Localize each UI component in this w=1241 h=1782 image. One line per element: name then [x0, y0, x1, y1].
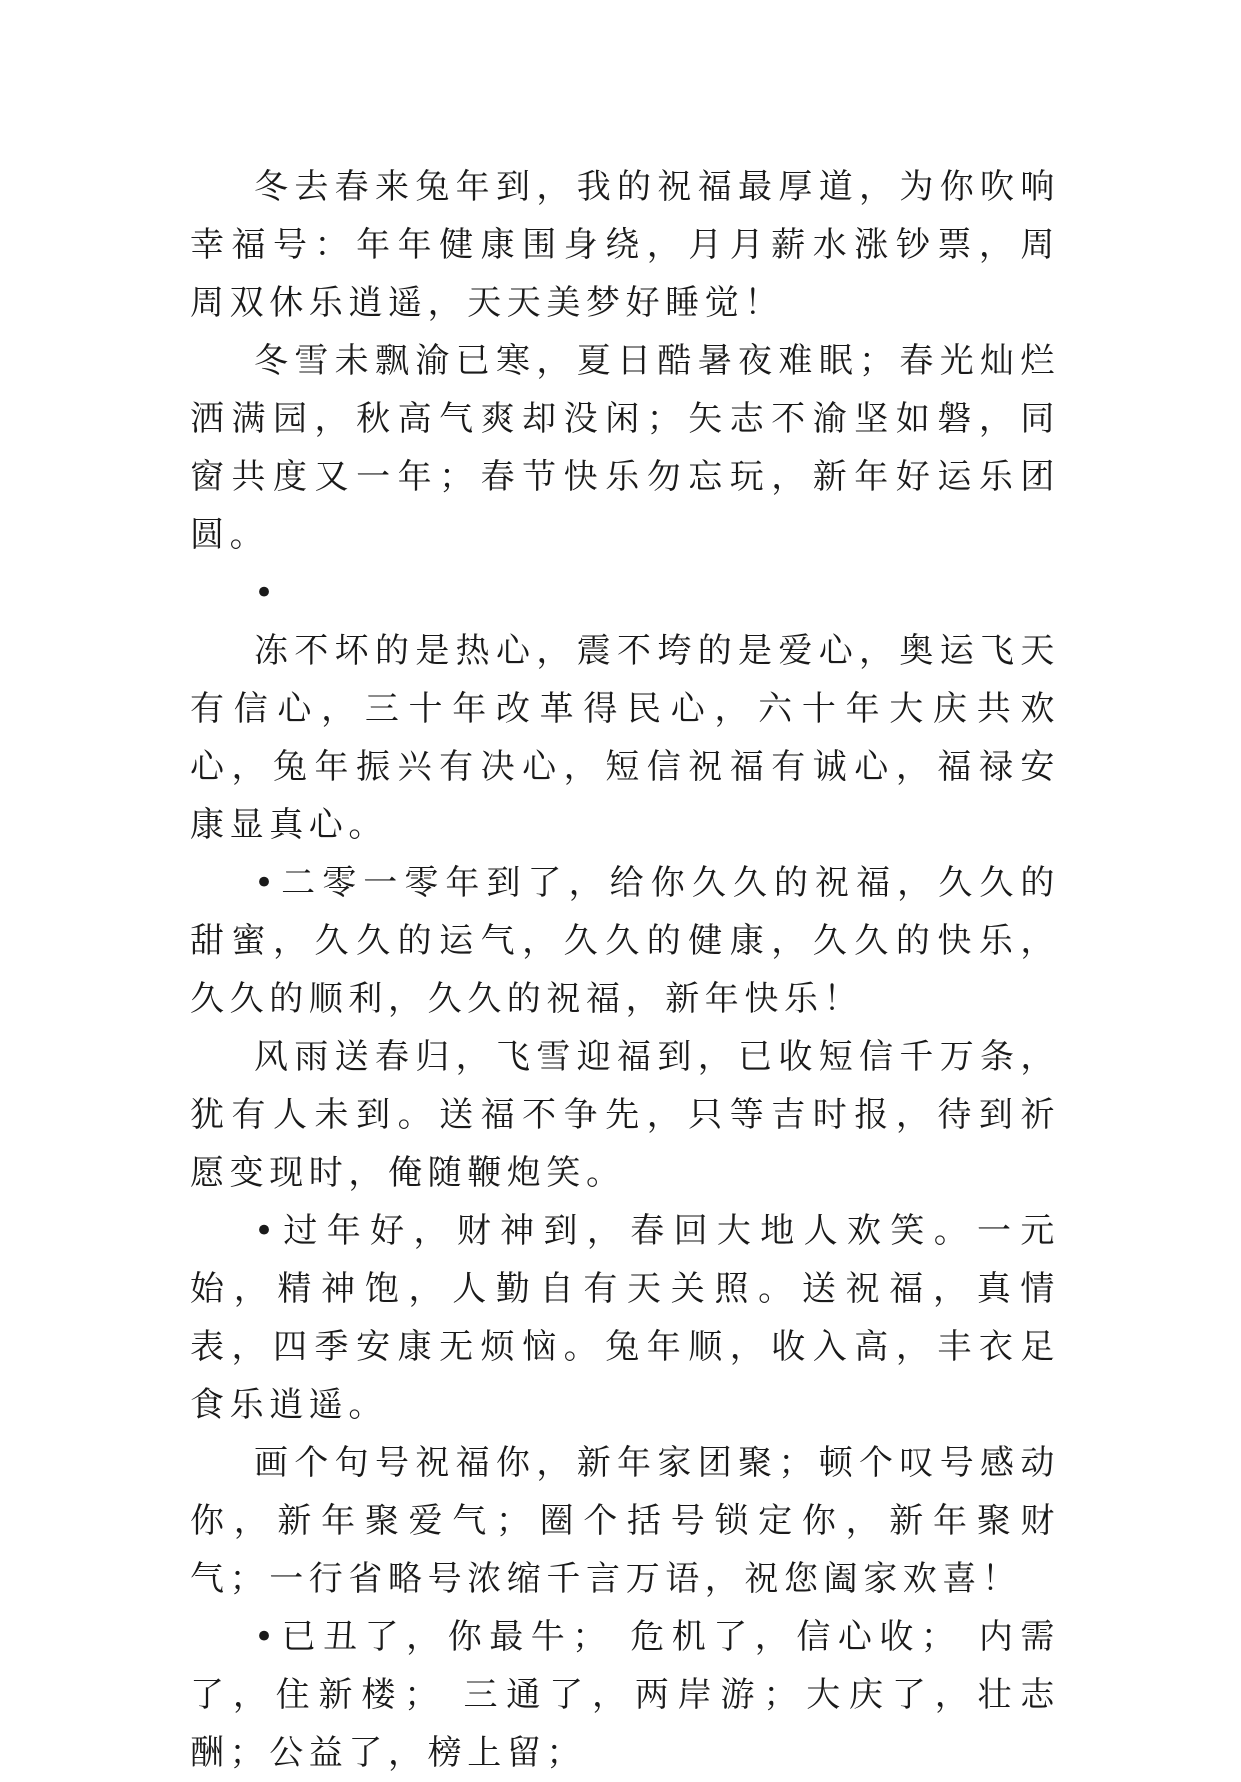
paragraph-7: 画个句号祝福你，新年家团聚；顿个叹号感动你，新年聚爱气；圈个括号锁定你，新年聚财气；一行省略号浓缩千言万语，祝您阖家欢喜！	[190, 1443, 1060, 1599]
paragraph-1: 冬去春来兔年到，我的祝福最厚道，为你吹响幸福号：年年健康围身绕，月月薪水涨钞票，周周双休乐逍遥，天天美梦好睡觉！	[190, 167, 1060, 323]
paragraph-2: 冬雪未飘渝已寒，夏日酷暑夜难眠；春光灿烂洒满园，秋高气爽却没闲；矢志不渝坚如磐，同窗共度又一年；春节快乐勿忘玩，新年好运乐团圆。	[190, 341, 1060, 555]
paragraph-6: •过年好，财神到，春回大地人欢笑。一元始，精神饱，人勤自有天关照。送祝福，真情表，四季安康无烦恼。兔年顺，收入高，丰衣足食乐逍遥。	[190, 1211, 1060, 1425]
paragraph-5: 风雨送春归，飞雪迎福到，已收短信千万条，犹有人未到。送福不争先，只等吉时报，待到祈愿变现时，俺随鞭炮笑。	[190, 1037, 1060, 1193]
paragraph-4: •二零一零年到了，给你久久的祝福，久久的甜蜜，久久的运气，久久的健康，久久的快乐，久久的顺利，久久的祝福，新年快乐！	[190, 863, 1060, 1019]
paragraph-3: 冻不坏的是热心，震不垮的是爱心，奥运飞天有信心，三十年改革得民心，六十年大庆共欢心，兔年振兴有决心，短信祝福有诚心，福禄安康显真心。	[190, 631, 1060, 845]
paragraph-8: •已丑了，你最牛； 危机了，信心收； 内需了，住新楼； 三通了，两岸游；大庆了，壮志酬；公益了，榜上留；	[190, 1617, 1060, 1773]
document-body	[190, 158, 1060, 1782]
bullet-paragraph: •	[254, 573, 280, 613]
